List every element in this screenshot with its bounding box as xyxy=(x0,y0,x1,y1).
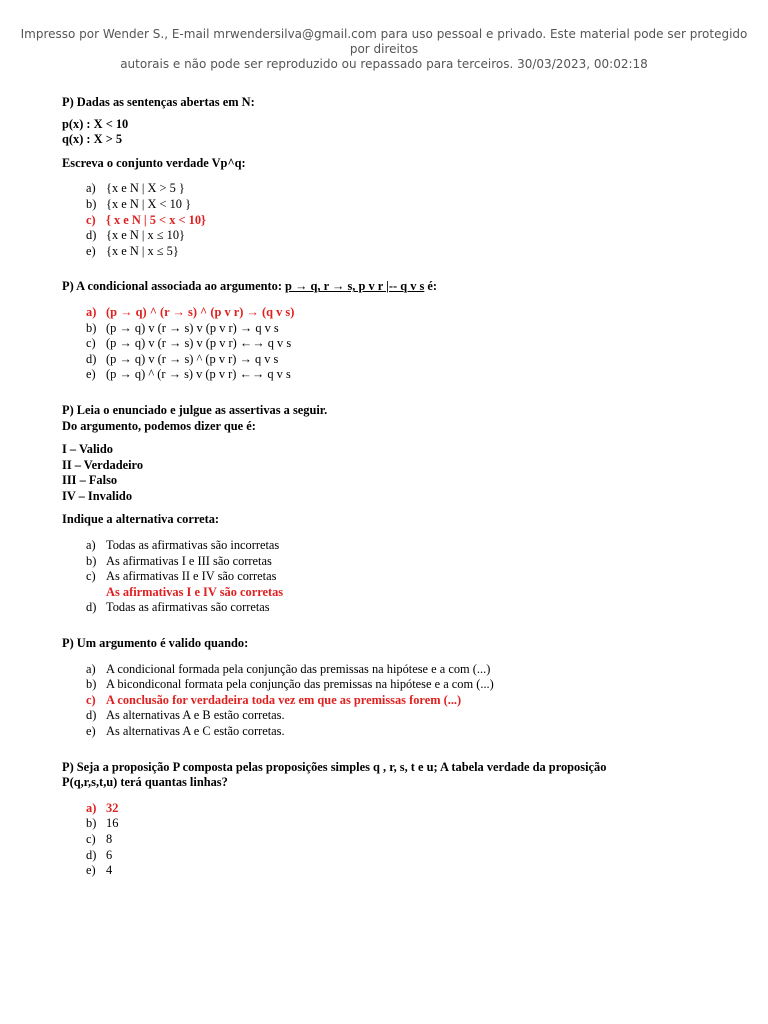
option-c: c) As afirmativas II e IV são corretas xyxy=(86,569,277,584)
option-d: d) (p → q) v (r → s) ^ (p v r) → q v s xyxy=(86,351,279,366)
question-1-options xyxy=(86,181,722,259)
option-a: a) Todas as afirmativas são incorretas xyxy=(86,538,280,553)
question-5-title: P) Seja a proposição P composta pelas proposições simples q , r, s, t e u; A tabela verdade da proposição P(q,r,s,t,u) terá quantas linhas? xyxy=(62,759,607,790)
header-line-2: autorais e não pode ser reproduzido ou repassado para terceiros. 30/03/2023, 00:02:18 xyxy=(120,57,648,71)
question-2 xyxy=(62,279,722,383)
argument-text: p → q, r → s, p v r |-- q v s xyxy=(285,279,425,294)
question-5-options xyxy=(86,801,722,879)
assertion-1: I – Valido xyxy=(62,442,113,457)
question-1-instruction: Escreva o conjunto verdade Vp^q: xyxy=(62,155,246,170)
option-e: e) 4 xyxy=(86,863,113,878)
option-a-correct: a) (p → q) ^ (r → s) ^ (p v r) → (q v s) xyxy=(86,304,295,319)
option-c: c) 8 xyxy=(86,831,113,846)
assertion-4: IV – Invalido xyxy=(62,488,133,503)
option-d: d) Todas as afirmativas são corretas xyxy=(86,600,270,615)
option-b: b) As afirmativas I e III são corretas xyxy=(86,553,272,568)
option-d: d) 6 xyxy=(86,847,113,862)
question-3 xyxy=(62,403,722,616)
question-3-heading xyxy=(62,403,722,434)
assertion-3: III – Falso xyxy=(62,473,118,488)
question-1-definitions xyxy=(62,117,722,148)
option-e: e) As alternativas A e C estão corretas. xyxy=(86,724,285,738)
question-4-title: P) Um argumento é valido quando: xyxy=(62,636,249,651)
option-c-correct: c) { x e N | 5 < x < 10} xyxy=(86,212,206,227)
assertion-list xyxy=(62,442,722,504)
option-b: b) (p → q) v (r → s) v (p v r) → q v s xyxy=(86,320,279,335)
document-body xyxy=(62,95,722,899)
option-a: a) A condicional formada pela conjunção das premissas na hipótese e a com (...) xyxy=(86,661,491,676)
option-b: b) {x e N | X < 10 } xyxy=(86,196,192,211)
option-b: b) 16 xyxy=(86,816,119,831)
option-d: d) {x e N | x ≤ 10} xyxy=(86,228,185,243)
question-2-options xyxy=(86,305,722,383)
option-e: e) (p → q) ^ (r → s) v (p v r) ←→ q v s xyxy=(86,367,291,382)
question-4-options xyxy=(86,662,722,740)
question-3-options xyxy=(86,538,722,616)
option-e: e) {x e N | x ≤ 5} xyxy=(86,243,179,258)
question-3-instruction: Indique a alternativa correta: xyxy=(62,512,220,527)
header-line-1: Impresso por Wender S., E-mail mrwendersilva@gmail.com para uso pessoal e privado. Este material pode ser protegido por direitos xyxy=(20,27,748,56)
option-b: b) A bicondiconal formata pela conjunção das premissas na hipótese e a com (...) xyxy=(86,677,494,692)
option-d: d) As alternativas A e B estão corretas. xyxy=(86,708,285,723)
print-header xyxy=(20,27,748,72)
question-1 xyxy=(62,95,722,259)
option-c: c) (p → q) v (r → s) v (p v r) ←→ q v s xyxy=(86,336,292,351)
question-2-title: P) A condicional associada ao argumento: p → q, r → s, p v r |-- q v s é: xyxy=(62,279,438,294)
definition-q: q(x) : X > 5 xyxy=(62,132,123,147)
question-1-title: P) Dadas as sentenças abertas em N: xyxy=(62,95,255,109)
correct-answer-highlight: As afirmativas I e IV são corretas xyxy=(106,584,284,599)
option-a: a) {x e N | X > 5 } xyxy=(86,181,185,196)
definition-p: p(x) : X < 10 xyxy=(62,116,129,131)
question-3-subtitle: Do argumento, podemos dizer que é: xyxy=(62,418,256,433)
question-3-title: P) Leia o enunciado e julgue as assertivas a seguir. xyxy=(62,402,328,417)
question-5 xyxy=(62,760,722,879)
question-4 xyxy=(62,636,722,740)
option-a-correct: a) 32 xyxy=(86,800,119,815)
option-c-correct: c) A conclusão for verdadeira toda vez em que as premissas forem (...) xyxy=(86,692,462,707)
assertion-2: II – Verdadeiro xyxy=(62,457,144,472)
